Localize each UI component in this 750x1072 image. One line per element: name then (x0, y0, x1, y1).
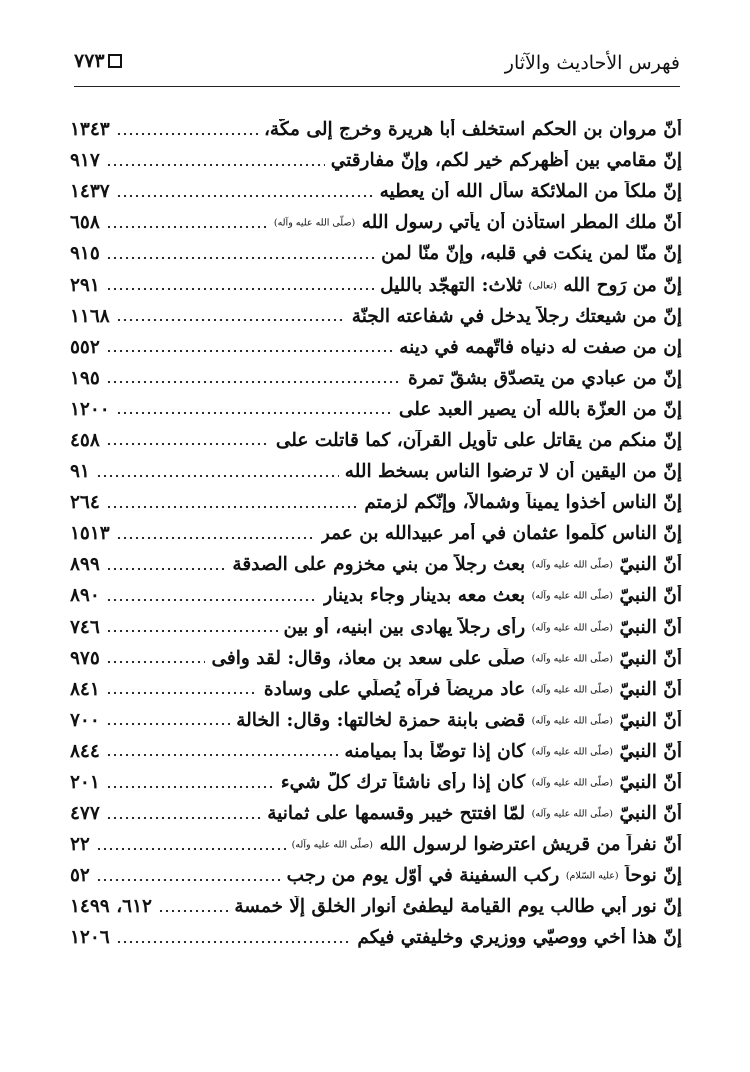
entry-page-number: ٩١٧ (70, 150, 100, 172)
honorific: (صلّى الله عليه وآله) (531, 622, 614, 634)
index-entry (70, 705, 682, 736)
entry-text-main: إنّ من اليقين أن لا ترضوا الناس بسخط الله (344, 461, 682, 483)
entry-text-main: إنّ هذا أخي ووصيّي ووزيري وخليفتي فيكم (357, 927, 682, 949)
entry-page-number: ١٥١٣ (70, 523, 110, 545)
dot-leader (116, 133, 258, 135)
dot-leader (96, 475, 339, 477)
entry-text (267, 803, 682, 824)
entry-text (408, 368, 682, 389)
entry-text (364, 492, 682, 513)
entry-text-main: إنّ نور أبي طالب يوم القيامة ليطفئ أنوار الخلق إلّا خمسة (234, 896, 682, 918)
entry-page-number: ٢٦٤ (70, 492, 100, 514)
entry-page-number: ١١٦٨ (70, 305, 110, 327)
honorific: (صلّى الله عليه وآله) (291, 839, 373, 851)
entry-page-number: ٨٤٤ (70, 740, 100, 762)
index-entry (70, 829, 682, 860)
entry-page-number: ٢٢ (70, 834, 90, 856)
dot-leader (106, 754, 339, 756)
entry-text-main: إنّ منكم من يقاتل على تأويل القرآن، كما قاتلت على (275, 429, 682, 451)
dot-leader (96, 848, 286, 850)
entry-text-main: أنّ النبيّ (619, 740, 682, 762)
index-entry (70, 145, 682, 176)
entry-text-main: أنّ النبيّ (619, 803, 682, 825)
entry-text (287, 865, 682, 886)
index-entry (70, 549, 682, 580)
entry-text-main: أنّ النبيّ (619, 709, 682, 731)
entry-text-main: إنّ من العزّة بالله أن يصير العبد على (398, 398, 682, 420)
entry-text-rest: بعث معه بدينار وجاء بدينار (323, 585, 526, 607)
entry-page-number: ١٢٠٦ (70, 927, 110, 949)
entry-page-number: ٤٧٧ (70, 803, 100, 825)
entry-page-number: ٦١٢، ١٤٩٩ (70, 896, 152, 918)
dot-leader (116, 412, 393, 414)
entry-page-number: ٧٠٠ (70, 709, 100, 731)
entry-text (357, 927, 682, 948)
entry-text-rest: صلّى على سعد بن معاذ، وقال: لقد وافى (211, 647, 526, 669)
index-entry (70, 207, 682, 238)
honorific: (صلّى الله عليه وآله) (531, 653, 614, 665)
index-list (70, 114, 682, 954)
entry-text (344, 741, 682, 762)
entry-text-main: إنّ منّا لمن ينكت في قلبه، وإنّ منّا لمن (381, 243, 682, 265)
index-entry (70, 456, 682, 487)
entry-page-number: ٦٥٨ (70, 212, 100, 234)
honorific: (عليه السّلام) (565, 870, 619, 882)
dot-leader (106, 630, 278, 632)
entry-text (399, 337, 682, 358)
dot-leader (106, 506, 359, 508)
entry-text-rest: بعث رجلاً من بني مخزوم على الصدقة (232, 554, 526, 576)
entry-page-number: ٩١ (70, 461, 90, 483)
running-title: فهرس الأحاديث والآثار (504, 52, 680, 74)
entry-text-main: إنّ نوحاً (625, 865, 682, 887)
honorific: (صلّى الله عليه وآله) (531, 684, 614, 696)
dot-leader (106, 381, 402, 383)
entry-page-number: ٨٤١ (70, 678, 100, 700)
dot-leader (116, 537, 315, 539)
honorific: (صلّى الله عليه وآله) (273, 217, 356, 229)
index-entry (70, 612, 682, 643)
honorific: (صلّى الله عليه وآله) (531, 590, 614, 602)
dot-leader (158, 910, 228, 912)
dot-leader (106, 723, 230, 725)
entry-text (380, 275, 682, 296)
dot-leader (96, 879, 281, 881)
page-number (74, 50, 122, 72)
entry-page-number: ٨٩٩ (70, 554, 100, 576)
dot-leader (116, 319, 346, 321)
index-entry (70, 238, 682, 269)
index-entry (70, 860, 682, 891)
entry-text (323, 585, 682, 606)
entry-text (264, 679, 682, 700)
index-entry (70, 922, 682, 953)
index-entry (70, 487, 682, 518)
entry-page-number: ١٩٥ (70, 367, 100, 389)
index-entry (70, 114, 682, 145)
entry-text (380, 181, 682, 202)
honorific: (صلّى الله عليه وآله) (531, 777, 614, 789)
entry-page-number: ٩١٥ (70, 243, 100, 265)
entry-page-number: ١٤٣٧ (70, 181, 110, 203)
entry-text-main: إنّ مقامي بين أظهركم خير لكم، وإنّ مفارقتي (330, 150, 682, 172)
index-entry (70, 674, 682, 705)
entry-text-main: أنّ مروان بن الحكم استخلف أبا هريرة وخرج إلى مكّة، (263, 119, 682, 141)
header-divider (74, 86, 680, 87)
dot-leader (106, 661, 206, 663)
honorific: (صلّى الله عليه وآله) (531, 746, 614, 758)
entry-page-number: ٢٠١ (70, 772, 100, 794)
page-header (74, 44, 680, 80)
dot-leader (106, 786, 275, 788)
entry-page-number: ٥٢ (70, 865, 90, 887)
dot-leader (106, 257, 375, 259)
entry-text-main: إنّ الناس أخذوا يميناً وشمالاً، وإنّكم لزمتم (364, 492, 682, 514)
entry-text-main: إنّ ملكاً من الملائكة سأل الله أن يعطيه (379, 181, 682, 203)
index-entry (70, 643, 682, 674)
dot-leader (106, 164, 325, 166)
entry-page-number: ٤٥٨ (70, 429, 100, 451)
entry-text-main: إنّ من شيعتك رجلاً يدخل في شفاعته الجنّة (351, 305, 682, 327)
entry-text-rest: ثلاث: التهجّد بالليل (380, 274, 523, 296)
page-number-text: ٧٧٣ (74, 50, 105, 72)
index-entry (70, 176, 682, 207)
entry-text (284, 617, 683, 638)
entry-text-rest: كان إذا رأى ناشئاً ترك كلّ شيء (280, 772, 526, 794)
dot-leader (106, 817, 261, 819)
entry-text (232, 554, 682, 575)
dot-leader (116, 941, 352, 943)
dot-leader (106, 443, 270, 445)
entry-text (321, 523, 682, 544)
entry-text-main: أنّ نفراً من قريش اعترضوا لرسول الله (379, 834, 682, 856)
index-entry (70, 891, 682, 922)
entry-text (274, 212, 682, 233)
square-ornament-icon (108, 54, 122, 68)
honorific: (صلّى الله عليه وآله) (531, 715, 614, 727)
entry-text (292, 834, 682, 855)
entry-text (281, 772, 682, 793)
entry-page-number: ٥٥٢ (70, 336, 100, 358)
entry-page-number: ٩٧٥ (70, 647, 100, 669)
entry-text-main: أنّ النبيّ (619, 647, 682, 669)
entry-text-rest: ركب السفينة في أوّل يوم من رجب (286, 865, 560, 887)
entry-text-main: أنّ النبيّ (619, 616, 682, 638)
entry-text-rest: عاد مريضاً فرآه يُصلّي على وسادة (263, 678, 526, 700)
entry-text-rest: قضى بابنة حمزة لخالتها: وقال: الخالة (236, 709, 526, 731)
entry-text (264, 119, 682, 140)
index-entry (70, 269, 682, 300)
index-entry (70, 332, 682, 363)
entry-text-main: إن من صفت له دنياه فاتّهمه في دينه (399, 336, 682, 358)
entry-text-main: إنّ الناس كلّموا عثمان في أمر عبيدالله بن عمر (320, 523, 682, 545)
entry-page-number: ١٣٤٣ (70, 119, 110, 141)
entry-text (276, 430, 682, 451)
entry-text (352, 306, 682, 327)
entry-text-main: إنّ من رَوح الله (563, 274, 682, 296)
entry-text-main: أنّ النبيّ (619, 772, 682, 794)
index-entry (70, 736, 682, 767)
entry-page-number: ٧٤٦ (70, 616, 100, 638)
entry-text-main: أنّ النبيّ (619, 585, 682, 607)
dot-leader (116, 195, 374, 197)
entry-text (211, 648, 682, 669)
index-entry (70, 394, 682, 425)
entry-page-number: ١٢٠٠ (70, 398, 110, 420)
entry-text (399, 399, 682, 420)
entry-page-number: ٨٩٠ (70, 585, 100, 607)
dot-leader (106, 350, 393, 352)
dot-leader (106, 568, 227, 570)
dot-leader (106, 288, 374, 290)
index-entry (70, 798, 682, 829)
index-entry (70, 767, 682, 798)
honorific: (صلّى الله عليه وآله) (531, 808, 614, 820)
entry-text (331, 150, 682, 171)
honorific: (صلّى الله عليه وآله) (531, 559, 614, 571)
entry-text-rest: لمّا افتتح خيبر وقسمها على ثمانية (267, 803, 526, 825)
entry-text-main: أنّ النبيّ (619, 678, 682, 700)
entry-text (345, 461, 682, 482)
entry-text-main: أنّ ملك المطر استأذن أن يأتي رسول الله (361, 212, 682, 234)
index-entry (70, 301, 682, 332)
dot-leader (106, 226, 268, 228)
index-entry (70, 425, 682, 456)
dot-leader (106, 692, 258, 694)
dot-leader (106, 599, 318, 601)
entry-text-main: أنّ النبيّ (619, 554, 682, 576)
index-entry (70, 580, 682, 611)
entry-text (381, 243, 682, 264)
entry-page-number: ٢٩١ (70, 274, 100, 296)
index-entry (70, 363, 682, 394)
entry-text-rest: رأى رجلاً يهادى بين ابنيه، أو بين (283, 616, 526, 638)
entry-text-main: إنّ من عبادي من يتصدّق بشقّ تمرة (408, 367, 682, 389)
index-entry (70, 518, 682, 549)
entry-text (236, 710, 682, 731)
entry-text (234, 896, 682, 917)
entry-text-rest: كان إذا توضّأ بدأ بميامنه (344, 740, 526, 762)
honorific: (تعالى) (528, 280, 557, 292)
